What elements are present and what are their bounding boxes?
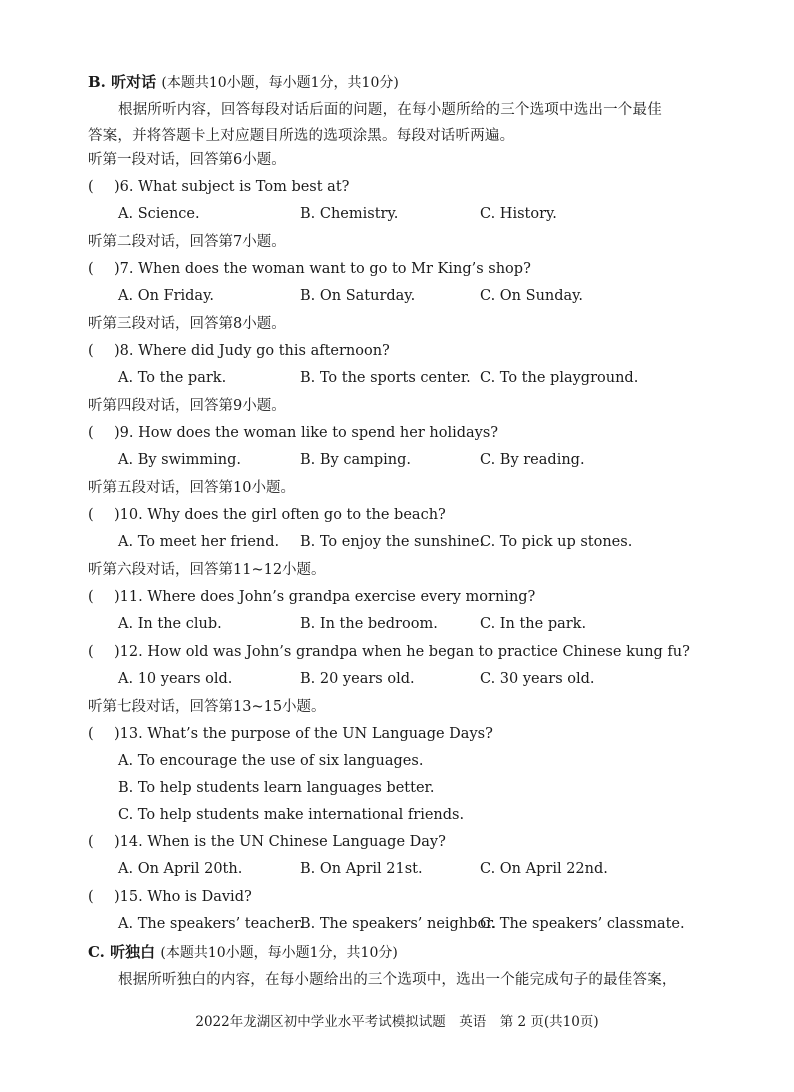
- dialogue-intro: 听第六段对话，回答第11~12小题。: [88, 562, 326, 578]
- question-stem: [88, 505, 446, 525]
- question-text: )13. What’s the purpose of the UN Language Days?: [114, 726, 493, 742]
- answer-blank[interactable]: (: [88, 834, 94, 850]
- question-text: )11. Where does John’s grandpa exercise every morning?: [114, 589, 536, 605]
- question-stem: [88, 587, 535, 607]
- answer-blank[interactable]: (: [88, 726, 94, 742]
- question-text: )12. How old was John’s grandpa when he began to practice Chinese kung fu?: [114, 644, 690, 660]
- dialogue-intro: 听第二段对话，回答第7小题。: [88, 234, 286, 250]
- dialogue-intro: 听第一段对话，回答第6小题。: [88, 152, 286, 168]
- answer-option[interactable]: A. To encourage the use of six languages.: [118, 753, 424, 769]
- answer-blank[interactable]: (: [88, 507, 94, 523]
- question-text: )8. Where did Judy go this afternoon?: [114, 343, 390, 359]
- question-stem: [88, 177, 349, 197]
- section-b-instruction-2: 答案，并将答题卡上对应题目所选的选项涂黑。每段对话听两遍。: [88, 128, 515, 144]
- question-text: )14. When is the UN Chinese Language Day?: [114, 834, 446, 850]
- answer-option[interactable]: A. To the park.: [118, 370, 227, 386]
- answer-option[interactable]: C. By reading.: [480, 452, 585, 468]
- question-stem: [88, 423, 498, 443]
- answer-option[interactable]: C. In the park.: [480, 616, 587, 632]
- answer-option[interactable]: A. On April 20th.: [118, 861, 243, 877]
- answer-option[interactable]: C. To the playground.: [480, 370, 639, 386]
- answer-option[interactable]: C. On Sunday.: [480, 288, 584, 304]
- answer-option[interactable]: B. 20 years old.: [300, 671, 415, 687]
- question-stem: [88, 341, 390, 361]
- dialogue-intro: 听第七段对话，回答第13~15小题。: [88, 699, 326, 715]
- question-text: )7. When does the woman want to go to Mr King’s shop?: [114, 261, 531, 277]
- answer-option[interactable]: A. By swimming.: [118, 452, 242, 468]
- dialogue-intro: 听第三段对话，回答第8小题。: [88, 316, 286, 332]
- answer-option[interactable]: B. To help students learn languages better.: [118, 780, 435, 796]
- question-stem: [88, 832, 446, 852]
- answer-option[interactable]: B. Chemistry.: [300, 206, 399, 222]
- answer-option[interactable]: C. On April 22nd.: [480, 861, 608, 877]
- question-stem: [88, 887, 252, 907]
- answer-blank[interactable]: (: [88, 425, 94, 441]
- dialogue-intro: 听第四段对话，回答第9小题。: [88, 398, 286, 414]
- answer-blank[interactable]: (: [88, 889, 94, 905]
- answer-blank[interactable]: (: [88, 589, 94, 605]
- answer-blank[interactable]: (: [88, 644, 94, 660]
- section-b-note: (本题共10小题，每小题1分，共10分): [161, 75, 399, 91]
- answer-option[interactable]: B. In the bedroom.: [300, 616, 438, 632]
- question-text: )9. How does the woman like to spend her holidays?: [114, 425, 499, 441]
- section-c-instruction-1: 根据所听独白的内容，在每小题给出的三个选项中，选出一个能完成句子的最佳答案，: [118, 972, 677, 988]
- question-stem: [88, 259, 531, 279]
- question-stem: [88, 724, 493, 744]
- answer-option[interactable]: B. To enjoy the sunshine.: [300, 534, 485, 550]
- answer-option[interactable]: B. To the sports center.: [300, 370, 471, 386]
- dialogue-intro: 听第五段对话，回答第10小题。: [88, 480, 295, 496]
- question-stem: [88, 642, 690, 662]
- section-b-instruction-1: 根据所听内容，回答每段对话后面的问题，在每小题所给的三个选项中选出一个最佳: [118, 102, 662, 118]
- answer-blank[interactable]: (: [88, 343, 94, 359]
- answer-option[interactable]: A. 10 years old.: [118, 671, 233, 687]
- answer-option[interactable]: B. The speakers’ neighbor.: [300, 916, 497, 932]
- answer-option[interactable]: C. To pick up stones.: [480, 534, 633, 550]
- answer-option[interactable]: A. To meet her friend.: [118, 534, 280, 550]
- answer-option[interactable]: C. To help students make international friends.: [118, 807, 465, 823]
- answer-blank[interactable]: (: [88, 179, 94, 195]
- answer-blank[interactable]: (: [88, 261, 94, 277]
- answer-option[interactable]: A. The speakers’ teacher.: [118, 916, 304, 932]
- answer-option[interactable]: B. By camping.: [300, 452, 411, 468]
- question-text: )15. Who is David?: [114, 889, 252, 905]
- answer-option[interactable]: B. On April 21st.: [300, 861, 423, 877]
- answer-option[interactable]: A. In the club.: [118, 616, 222, 632]
- page-footer: 2022年龙湖区初中学业水平考试模拟试题 英语 第 2 页(共10页): [195, 1014, 599, 1030]
- answer-option[interactable]: C. The speakers’ classmate.: [480, 916, 685, 932]
- answer-option[interactable]: C. 30 years old.: [480, 671, 595, 687]
- question-text: )10. Why does the girl often go to the beach?: [114, 507, 446, 523]
- section-c-note: (本题共10小题，每小题1分，共10分): [160, 945, 398, 961]
- answer-option[interactable]: A. Science.: [118, 206, 200, 222]
- answer-option[interactable]: A. On Friday.: [118, 288, 214, 304]
- section-b-title: B. 听对话: [88, 73, 157, 91]
- section-c-heading: [88, 942, 398, 963]
- answer-option[interactable]: C. History.: [480, 206, 557, 222]
- section-b-heading: [88, 72, 399, 93]
- question-text: )6. What subject is Tom best at?: [114, 179, 350, 195]
- section-c-title: C. 听独白: [88, 943, 156, 961]
- answer-option[interactable]: B. On Saturday.: [300, 288, 416, 304]
